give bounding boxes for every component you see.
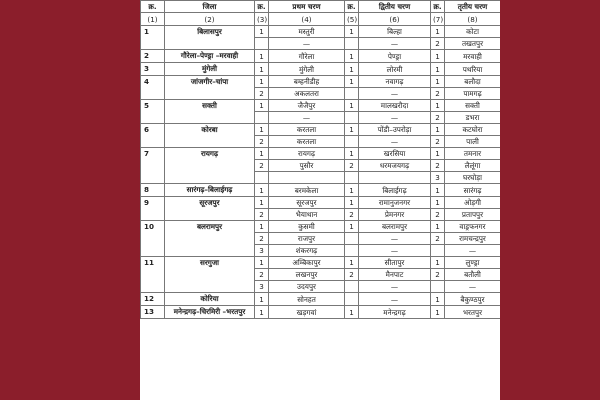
phase-3-index: 2 <box>431 160 445 172</box>
table-row <box>141 221 501 233</box>
phase-3-index: 2 <box>431 38 445 50</box>
phase-3-index: 1 <box>431 50 445 63</box>
table-row <box>141 50 501 63</box>
phase-2-block: — <box>359 112 431 124</box>
phase-2-index: 1 <box>345 50 359 63</box>
phase-1-index: 2 <box>255 136 269 148</box>
phase-2-index: 1 <box>345 184 359 197</box>
phase-2-block: बलरामपुर <box>359 221 431 233</box>
district-number: 6 <box>141 124 165 148</box>
district-name: रायगढ़ <box>165 148 255 184</box>
phase-2-block: — <box>359 293 431 306</box>
district-name: सारंगढ़–बिलाईगढ़ <box>165 184 255 197</box>
phase-1-index: 1 <box>255 124 269 136</box>
phase-1-index: 2 <box>255 160 269 172</box>
col-number: (4) <box>269 13 345 26</box>
district-name: कोरबा <box>165 124 255 148</box>
phase-3-index: 2 <box>431 269 445 281</box>
phase-2-block: — <box>359 281 431 293</box>
phase-3-block: तखतपुर <box>445 38 501 50</box>
phase-1-block: करतला <box>269 124 345 136</box>
phase-1-index: 1 <box>255 148 269 160</box>
table-row <box>141 257 501 269</box>
phase-2-index <box>345 233 359 245</box>
phase-2-index <box>345 293 359 306</box>
phase-3-index: 1 <box>431 257 445 269</box>
phase-1-index <box>255 172 269 184</box>
phase-1-index <box>255 112 269 124</box>
header-sn-2: क्र. <box>345 1 359 13</box>
phase-2-block: नवागढ़ <box>359 76 431 88</box>
phase-3-block: डभरा <box>445 112 501 124</box>
district-number: 5 <box>141 100 165 124</box>
phase-1-index <box>255 38 269 50</box>
phase-2-block: — <box>359 88 431 100</box>
phase-table <box>140 0 500 319</box>
phase-2-index: 1 <box>345 26 359 38</box>
district-name: जांजगीर–चांपा <box>165 76 255 100</box>
district-name: सक्ती <box>165 100 255 124</box>
phase-2-index: 1 <box>345 257 359 269</box>
district-number: 7 <box>141 148 165 184</box>
phase-2-block: बिलाईगढ़ <box>359 184 431 197</box>
col-number: (3) <box>255 13 269 26</box>
phase-2-index: 2 <box>345 269 359 281</box>
header-phase-1: प्रथम चरण <box>269 1 345 13</box>
phase-3-index: 1 <box>431 197 445 209</box>
phase-1-block: सूरजपुर <box>269 197 345 209</box>
phase-3-block: वाड्रफनगर <box>445 221 501 233</box>
phase-3-block: रामचन्द्रपुर <box>445 233 501 245</box>
phase-3-block: लैलूंगा <box>445 160 501 172</box>
district-name: कोरिया <box>165 293 255 306</box>
header-sn: क्र. <box>141 1 165 13</box>
phase-2-block: प्रेमनगर <box>359 209 431 221</box>
district-name: बलरामपुर <box>165 221 255 257</box>
phase-3-index <box>431 245 445 257</box>
phase-3-index: 2 <box>431 112 445 124</box>
phase-3-block: बैकुण्ठपुर <box>445 293 501 306</box>
phase-3-block: पामगढ़ <box>445 88 501 100</box>
phase-3-index: 1 <box>431 293 445 306</box>
table-row <box>141 124 501 136</box>
phase-3-block: बलौदा <box>445 76 501 88</box>
phase-1-index: 1 <box>255 306 269 319</box>
district-number: 8 <box>141 184 165 197</box>
table-row <box>141 100 501 112</box>
phase-1-block: बम्हनीडीह <box>269 76 345 88</box>
document-page <box>140 0 500 400</box>
column-number-row <box>141 13 501 26</box>
phase-2-block: सीतापुर <box>359 257 431 269</box>
phase-3-index: 1 <box>431 63 445 76</box>
phase-2-block: मैनपाट <box>359 269 431 281</box>
phase-2-block <box>359 172 431 184</box>
header-phase-2: द्वितीय चरण <box>359 1 431 13</box>
phase-3-index: 3 <box>431 172 445 184</box>
district-name: मुंगेली <box>165 63 255 76</box>
district-number: 3 <box>141 63 165 76</box>
phase-1-block: करतला <box>269 136 345 148</box>
district-name: मनेन्द्रगढ़–चिरमिरी –भरतपुर <box>165 306 255 319</box>
district-name: गौरेला–पेण्ड्रा –मरवाही <box>165 50 255 63</box>
phase-3-block: मरवाही <box>445 50 501 63</box>
phase-1-block: खड़गवां <box>269 306 345 319</box>
phase-3-block: लुण्ड्रा <box>445 257 501 269</box>
phase-1-block: — <box>269 112 345 124</box>
phase-3-block: तमनार <box>445 148 501 160</box>
phase-1-index: 2 <box>255 88 269 100</box>
phase-3-block: पाली <box>445 136 501 148</box>
phase-1-index: 1 <box>255 26 269 38</box>
phase-2-block: खरसिया <box>359 148 431 160</box>
phase-2-block: बिल्हा <box>359 26 431 38</box>
phase-1-block: गौरेला <box>269 50 345 63</box>
phase-3-block: कोटा <box>445 26 501 38</box>
phase-2-index <box>345 281 359 293</box>
phase-1-block: सोनहत <box>269 293 345 306</box>
phase-1-index: 1 <box>255 293 269 306</box>
district-number: 9 <box>141 197 165 221</box>
phase-2-index <box>345 38 359 50</box>
district-number: 13 <box>141 306 165 319</box>
phase-3-block: कटघोरा <box>445 124 501 136</box>
phase-1-index: 1 <box>255 63 269 76</box>
phase-3-index: 2 <box>431 136 445 148</box>
phase-1-index: 1 <box>255 221 269 233</box>
phase-2-block: लोरमी <box>359 63 431 76</box>
phase-2-block: — <box>359 38 431 50</box>
table-row <box>141 197 501 209</box>
phase-2-index <box>345 112 359 124</box>
phase-2-index: 1 <box>345 148 359 160</box>
phase-1-index: 1 <box>255 100 269 112</box>
phase-3-index: 1 <box>431 148 445 160</box>
col-number: (7) <box>431 13 445 26</box>
phase-1-block: कुसमी <box>269 221 345 233</box>
col-number: (6) <box>359 13 431 26</box>
phase-2-index <box>345 136 359 148</box>
table-row <box>141 148 501 160</box>
phase-1-block: अम्बिकापुर <box>269 257 345 269</box>
district-number: 11 <box>141 257 165 293</box>
phase-3-block: सारंगढ़ <box>445 184 501 197</box>
phase-1-index: 2 <box>255 233 269 245</box>
phase-3-index: 1 <box>431 124 445 136</box>
phase-1-block: मुंगेली <box>269 63 345 76</box>
district-number: 2 <box>141 50 165 63</box>
district-number: 1 <box>141 26 165 50</box>
phase-2-block: रामानुजनगर <box>359 197 431 209</box>
phase-1-block: पुसौर <box>269 160 345 172</box>
phase-1-block: राजपुर <box>269 233 345 245</box>
phase-1-block: उदयपुर <box>269 281 345 293</box>
phase-2-index <box>345 245 359 257</box>
phase-3-block: भरतपुर <box>445 306 501 319</box>
district-number: 12 <box>141 293 165 306</box>
col-number: (8) <box>445 13 501 26</box>
table-row <box>141 26 501 38</box>
phase-2-block: मालखरौदा <box>359 100 431 112</box>
phase-1-index: 2 <box>255 209 269 221</box>
phase-1-block: मस्तुरी <box>269 26 345 38</box>
phase-1-index: 2 <box>255 269 269 281</box>
phase-1-index: 1 <box>255 50 269 63</box>
phase-3-block: प्रतापपुर <box>445 209 501 221</box>
phase-3-index: 2 <box>431 233 445 245</box>
phase-2-index <box>345 172 359 184</box>
header-phase-3: तृतीय चरण <box>445 1 501 13</box>
header-row <box>141 1 501 13</box>
phase-2-index: 2 <box>345 209 359 221</box>
phase-3-index: 2 <box>431 209 445 221</box>
phase-1-block: — <box>269 38 345 50</box>
table-row <box>141 63 501 76</box>
table-row <box>141 76 501 88</box>
phase-1-index: 1 <box>255 257 269 269</box>
table-row <box>141 306 501 319</box>
phase-1-index: 3 <box>255 281 269 293</box>
phase-2-index: 1 <box>345 63 359 76</box>
phase-1-block: बरमकेला <box>269 184 345 197</box>
phase-1-block: जैजैपुर <box>269 100 345 112</box>
phase-3-index: 1 <box>431 26 445 38</box>
table-body <box>141 26 501 319</box>
phase-2-index: 2 <box>345 160 359 172</box>
phase-2-index: 1 <box>345 100 359 112</box>
phase-3-index: 1 <box>431 306 445 319</box>
phase-3-index: 1 <box>431 100 445 112</box>
phase-2-index: 1 <box>345 76 359 88</box>
phase-1-block: भैयाथान <box>269 209 345 221</box>
phase-1-index: 3 <box>255 245 269 257</box>
phase-2-index: 1 <box>345 221 359 233</box>
phase-3-index: 1 <box>431 184 445 197</box>
phase-2-index: 1 <box>345 306 359 319</box>
district-name: सरगुजा <box>165 257 255 293</box>
phase-3-block: बतौली <box>445 269 501 281</box>
phase-3-index: 1 <box>431 221 445 233</box>
phase-3-block: पथरिया <box>445 63 501 76</box>
phase-1-index: 1 <box>255 76 269 88</box>
col-number: (2) <box>165 13 255 26</box>
district-number: 10 <box>141 221 165 257</box>
col-number: (5) <box>345 13 359 26</box>
header-sn-1: क्र. <box>255 1 269 13</box>
phase-1-block: अकलतरा <box>269 88 345 100</box>
phase-2-block: — <box>359 245 431 257</box>
phase-3-index: 1 <box>431 76 445 88</box>
table-row <box>141 184 501 197</box>
phase-2-index: 1 <box>345 197 359 209</box>
phase-3-block: — <box>445 245 501 257</box>
phase-2-block: पेण्ड्रा <box>359 50 431 63</box>
phase-3-index <box>431 281 445 293</box>
header-sn-3: क्र. <box>431 1 445 13</box>
header-district: जिला <box>165 1 255 13</box>
phase-3-index: 2 <box>431 88 445 100</box>
district-name: सूरजपुर <box>165 197 255 221</box>
district-name: बिलासपुर <box>165 26 255 50</box>
district-number: 4 <box>141 76 165 100</box>
table-row <box>141 293 501 306</box>
phase-1-block: लखनपुर <box>269 269 345 281</box>
phase-1-block <box>269 172 345 184</box>
phase-3-block: ओड़गी <box>445 197 501 209</box>
phase-2-block: धरमजयगढ़ <box>359 160 431 172</box>
phase-2-index <box>345 88 359 100</box>
phase-3-block: — <box>445 281 501 293</box>
phase-3-block: सक्ती <box>445 100 501 112</box>
phase-2-block: पोंडी–उपरोड़ा <box>359 124 431 136</box>
phase-2-block: — <box>359 136 431 148</box>
col-number: (1) <box>141 13 165 26</box>
phase-2-block: मनेन्द्रगढ़ <box>359 306 431 319</box>
phase-1-index: 1 <box>255 197 269 209</box>
phase-1-block: रायगढ़ <box>269 148 345 160</box>
phase-1-index: 1 <box>255 184 269 197</box>
phase-3-block: घरघोड़ा <box>445 172 501 184</box>
phase-2-index: 1 <box>345 124 359 136</box>
phase-2-block: — <box>359 233 431 245</box>
phase-1-block: शंकरगढ़ <box>269 245 345 257</box>
